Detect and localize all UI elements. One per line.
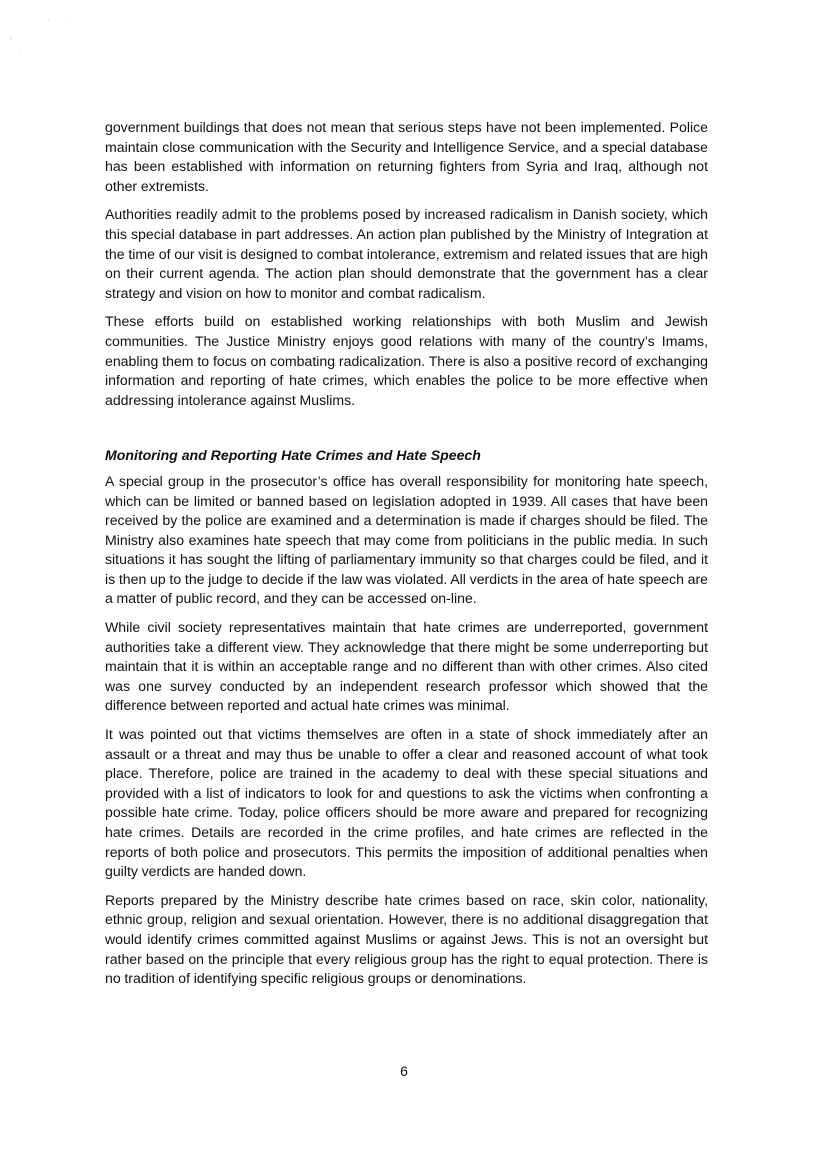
body-paragraph: Authorities readily admit to the problems posed by increased radicalism in Danish society, which this special database in part addresses. An action plan published by the Ministry of Integration at the time of our visit is designed to combat intolerance, extremism and related issues that are high on their current agenda. The action plan should demonstrate that the government has a clear strategy and vision on how to monitor and combat radicalism. bbox=[105, 206, 708, 301]
scan-artifact-marks bbox=[8, 14, 78, 54]
body-paragraph: While civil society representatives maintain that hate crimes are underreported, government authorities take a different view. They acknowledge that there might be some underreporting but maintain that it is within an acceptable range and no different than with other crimes. Also cited was one survey conducted by an independent research professor which showed that the difference between reported and actual hate crimes was minimal. bbox=[105, 619, 708, 714]
document-body bbox=[105, 118, 708, 998]
body-paragraph: government buildings that does not mean that serious steps have not been implemented. Police maintain close communication with the Security and Intelligence Service, and a special database has been established with information on returning fighters from Syria and Iraq, although not other extremists. bbox=[105, 119, 708, 194]
body-paragraph: Reports prepared by the Ministry describe hate crimes based on race, skin color, nationality, ethnic group, religion and sexual orientation. However, there is no additional disaggregation that would identify crimes committed against Muslims or against Jews. This is not an oversight but rather based on the principle that every religious group has the right to equal protection. There is no tradition of identifying specific religious groups or denominations. bbox=[105, 891, 708, 987]
body-paragraph: It was pointed out that victims themselves are often in a state of shock immediately after an assault or a threat and may thus be unable to offer a clear and reasoned account of what took place. Therefore, police are trained in the academy to deal with these special situations and provided with a list of indicators to look for and questions to ask the victims when confronting a possible hate crime. Today, police officers should be more aware and prepared for recognizing hate crimes. Details are recorded in the crime profiles, and hate crimes are reflected in the reports of both police and prosecutors. This permits the imposition of additional penalties when guilty verdicts are handed down. bbox=[105, 726, 708, 880]
page-number: 6 bbox=[400, 1063, 408, 1079]
body-paragraph: A special group in the prosecutor’s office has overall responsibility for monitoring hate speech, which can be limited or banned based on legislation adopted in 1939. All cases that have been received by the police are examined and a determination is made if charges should be filed. The Ministry also examines hate speech that may come from politicians in the public media. In such situations it has sought the lifting of parliamentary immunity so that charges could be filed, and it is then up to the judge to decide if the law was violated. All verdicts in the area of hate speech are a matter of public record, and they can be accessed on-line. bbox=[105, 472, 708, 607]
body-paragraph: These efforts build on established working relationships with both Muslim and Jewish communities. The Justice Ministry enjoys good relations with many of the country’s Imams, enabling them to focus on combating radicalization. There is also a positive record of exchanging information and reporting of hate crimes, which enables the police to be more effective when addressing intolerance against Muslims. bbox=[105, 313, 708, 408]
section-heading: Monitoring and Reporting Hate Crimes and Hate Speech bbox=[105, 447, 481, 464]
